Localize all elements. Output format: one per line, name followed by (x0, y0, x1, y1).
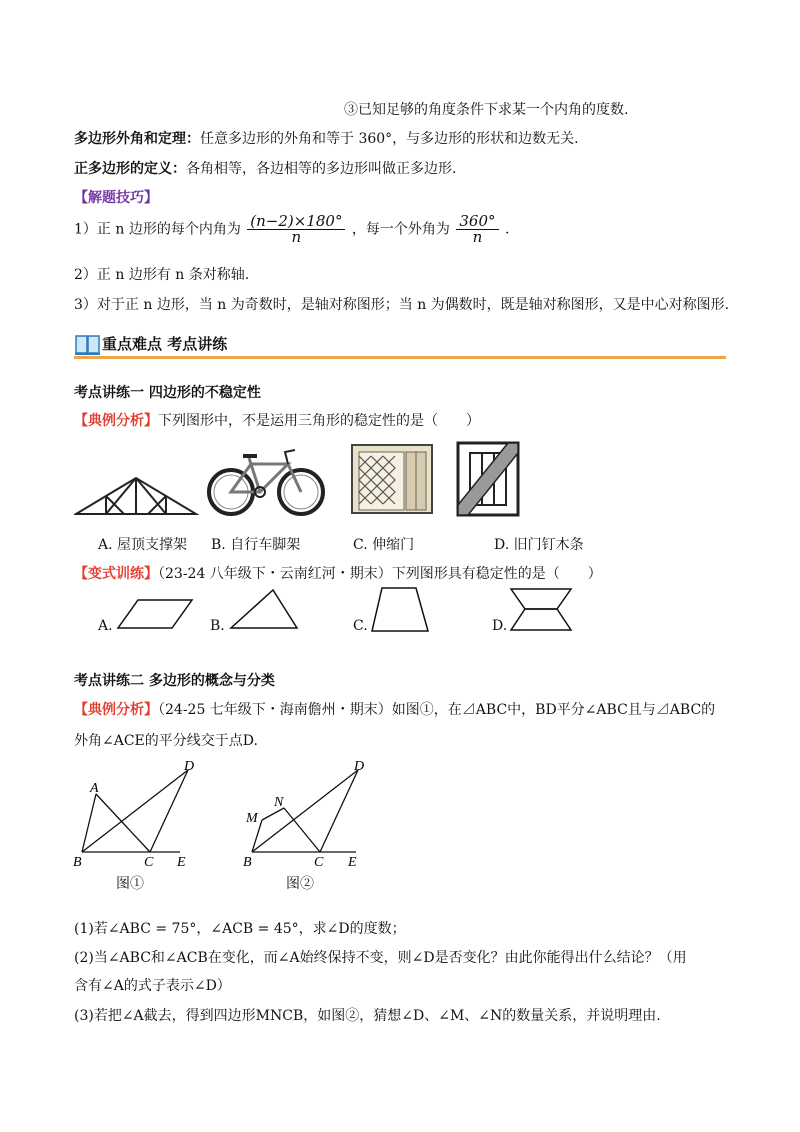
condition-line-3: ③已知足够的角度条件下求某一个内角的度数. (344, 102, 629, 118)
fig2-label-e: E (348, 855, 357, 868)
figure-1-diagram (70, 756, 200, 868)
trapezoid-shape (370, 586, 430, 634)
fig2-label-m: M (246, 811, 258, 826)
banner-underline (74, 356, 726, 359)
tips-header: 【解题技巧】 (74, 190, 158, 206)
topic-1-title: 考点讲练一 四边形的不稳定性 (74, 385, 261, 401)
figure-2-caption: 图② (286, 876, 314, 892)
shape-label-d: D. (492, 618, 508, 634)
shape-label-b: B. (210, 618, 225, 634)
fig2-label-d: D (354, 759, 365, 774)
tip-2: 2）正 n 边形有 n 条对称轴. (74, 267, 250, 283)
option-a: A. 屋顶支撑架 (98, 537, 188, 553)
topic-1-example (74, 413, 480, 430)
question-2-line-1: (2)当∠ABC和∠ACB在变化，而∠A始终保持不变，则∠D是否变化？由此你能得出什么结论？（用 (74, 950, 687, 966)
double-trapezoid-shape (509, 587, 573, 633)
variant-tag: 【变式训练】 (74, 566, 158, 582)
exterior-angle-theorem (74, 131, 579, 148)
option-d: D. 旧门钉木条 (494, 537, 584, 553)
topic-2-example (74, 702, 715, 719)
triangle-shape (229, 588, 299, 632)
fig2-label-n: N (274, 795, 284, 810)
exterior-angle-theorem-title: 多边形外角和定理： (74, 131, 200, 147)
topic-2-title: 考点讲练二 多边形的概念与分类 (74, 673, 275, 689)
book-icon (74, 332, 102, 358)
topic-2-example-tag: 【典例分析】 (74, 702, 158, 718)
example-question: 下列图形中，不是运用三角形的稳定性的是（ ） (158, 413, 480, 429)
folding-gate-figure (351, 444, 433, 514)
option-b: B. 自行车脚架 (211, 537, 301, 553)
fig1-label-e: E (177, 855, 186, 868)
bicycle-figure (205, 444, 327, 518)
parallelogram-shape (116, 598, 194, 632)
question-1: (1)若∠ABC = 75°，∠ACB = 45°，求∠D的度数； (74, 921, 406, 937)
exterior-angle-denominator: n (472, 228, 483, 246)
shape-label-a: A. (98, 618, 113, 634)
regular-polygon-title: 正多边形的定义： (74, 161, 186, 177)
fig2-label-c: C (314, 855, 324, 868)
tip-1 (74, 214, 509, 245)
interior-angle-fraction (247, 214, 345, 245)
interior-angle-denominator: n (291, 228, 302, 246)
tip-1-prefix: 1）正 n 边形的每个内角为 (74, 221, 241, 238)
roof-truss-figure (74, 470, 199, 520)
question-2-line-2: 含有∠A的式子表示∠D） (74, 978, 231, 994)
fig1-label-a: A (90, 781, 99, 796)
exterior-angle-fraction (456, 214, 498, 245)
section-banner (74, 330, 726, 360)
shape-label-c: C. (353, 618, 368, 634)
figure-2-diagram (240, 756, 370, 868)
section-banner-title: 重点难点 考点讲练 (102, 335, 228, 353)
topic-2-example-line-1: （24-25 七年级下・海南儋州・期末）如图①，在⊿ABC中，BD平分∠ABC且与⊿ABC的 (158, 702, 716, 718)
tip-1-suffix: . (504, 221, 510, 238)
fig1-label-d: D (184, 759, 195, 774)
old-door-figure (456, 441, 520, 517)
exterior-angle-theorem-text: 任意多边形的外角和等于 360°，与多边形的形状和边数无关. (200, 131, 579, 147)
fig1-label-c: C (144, 855, 154, 868)
regular-polygon-text: 各角相等，各边相等的多边形叫做正多边形. (186, 161, 457, 177)
interior-angle-numerator: (n−2)×180° (247, 214, 345, 230)
example-tag: 【典例分析】 (74, 413, 158, 429)
tip-3: 3）对于正 n 边形，当 n 为奇数时，是轴对称图形；当 n 为偶数时，既是轴对称图形，又是中心对称图形. (74, 297, 730, 313)
figure-1-caption: 图① (116, 876, 144, 892)
topic-2-example-line-2: 外角∠ACE的平分线交于点D. (74, 733, 258, 749)
option-c: C. 伸缩门 (353, 537, 415, 553)
fig1-label-b: B (73, 855, 82, 868)
exterior-angle-numerator: 360° (456, 214, 498, 230)
question-3: (3)若把∠A截去，得到四边形MNCB，如图②，猜想∠D、∠M、∠N的数量关系，并说明理由. (74, 1008, 661, 1024)
variant-training (74, 566, 602, 583)
fig2-label-b: B (243, 855, 252, 868)
regular-polygon-definition (74, 161, 456, 178)
tip-1-middle: ，每一个外角为 (351, 221, 450, 238)
variant-question: （23-24 八年级下・云南红河・期末）下列图形具有稳定性的是（ ） (158, 566, 602, 582)
